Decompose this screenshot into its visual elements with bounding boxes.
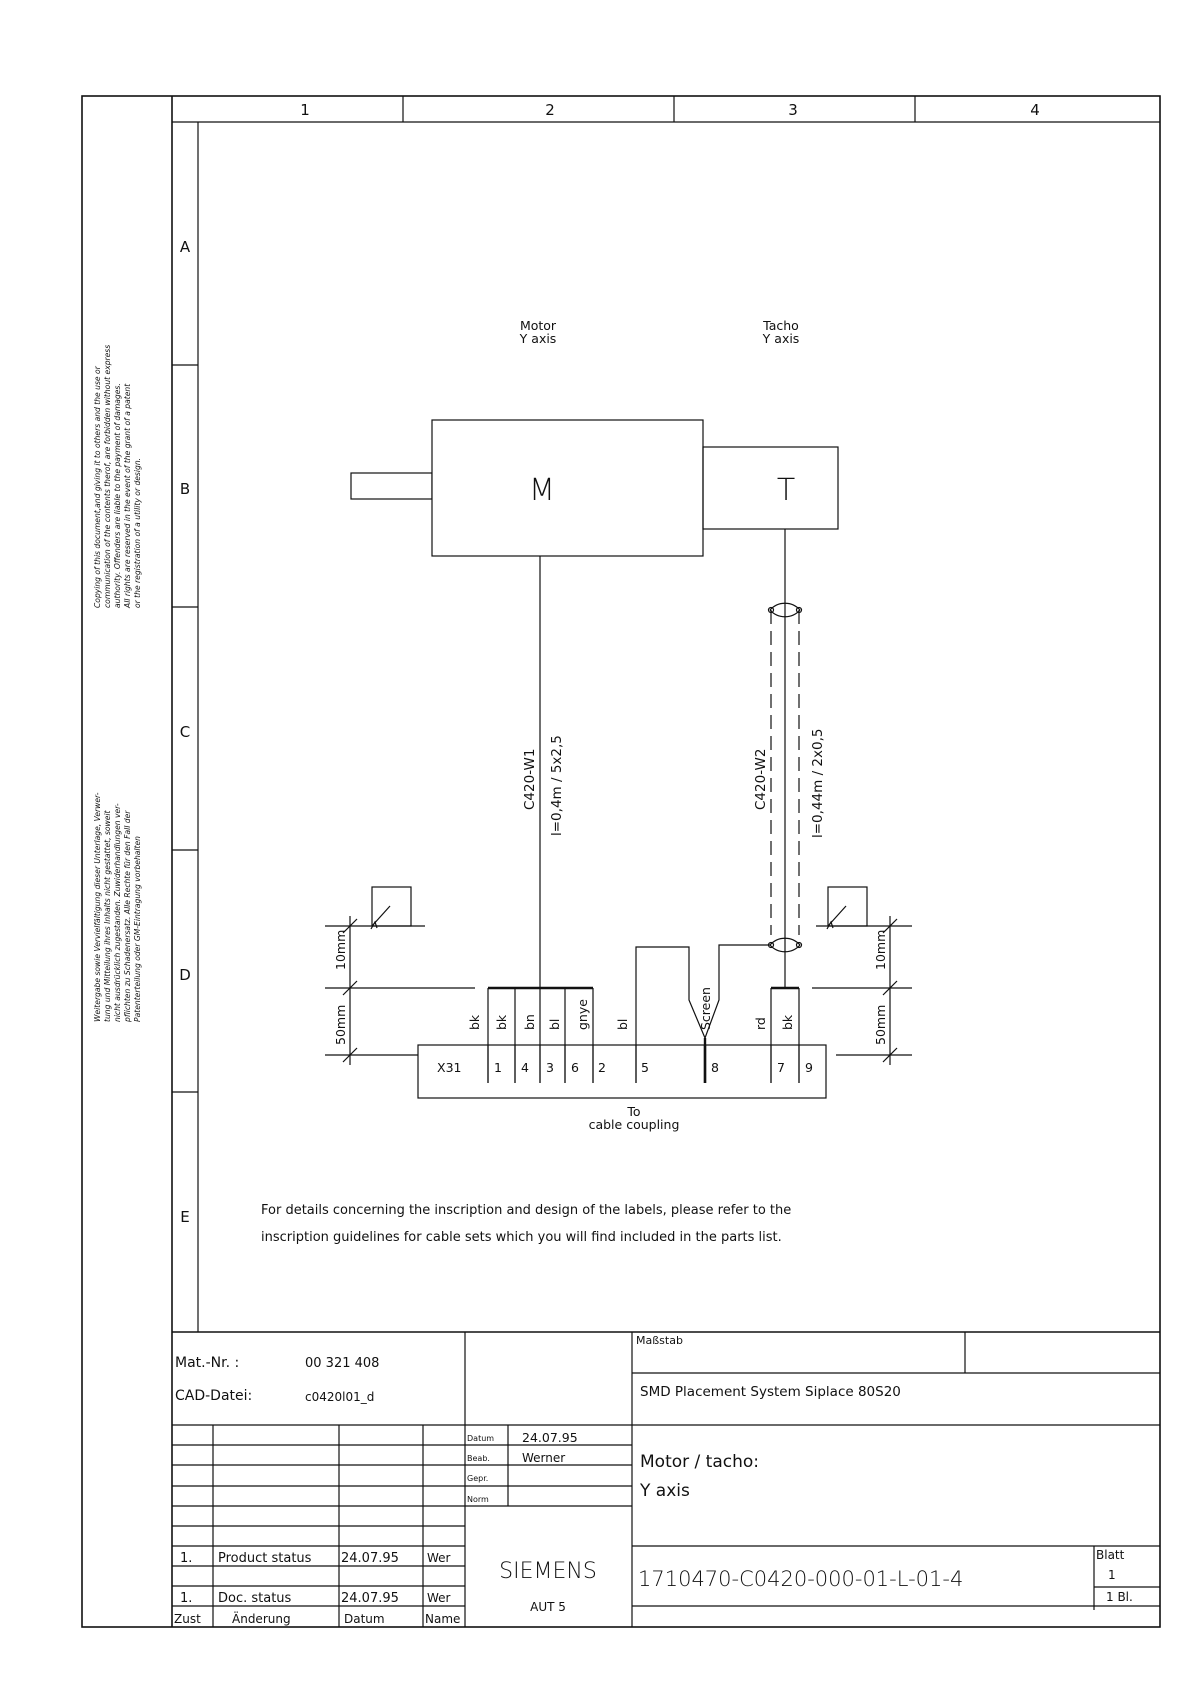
drawing-number: 1710470-C0420-000-01-L-01-4 <box>638 1567 964 1591</box>
svg-text:T: T <box>776 473 796 508</box>
head-zust: Zust <box>174 1612 201 1626</box>
rev2-date: 24.07.95 <box>341 1591 399 1606</box>
datum-value: 24.07.95 <box>522 1430 578 1445</box>
tacho-symbol <box>703 447 838 529</box>
pin-9: 9 <box>805 1060 813 1075</box>
pin-2: 2 <box>598 1060 606 1075</box>
note-line-1: For details concerning the inscription and design of the labels, please refer to the <box>261 1203 792 1218</box>
beab-label: Beab. <box>467 1454 490 1463</box>
pin-8: 8 <box>711 1060 719 1075</box>
tacho-label-line2: Y axis <box>762 331 800 346</box>
rev1-text: Product status <box>218 1551 312 1566</box>
cad-value: c0420l01_d <box>305 1390 375 1404</box>
connector-label: X31 <box>437 1060 462 1075</box>
company-logo: SIEMENS <box>499 1559 597 1584</box>
mat-nr-value: 00 321 408 <box>305 1356 380 1371</box>
grid-col-3: 3 <box>788 101 798 119</box>
svg-text:communication of the contents: communication of the contents therof, are forbidden without express <box>103 344 112 608</box>
system-name: SMD Placement System Siplace 80S20 <box>640 1384 901 1400</box>
wire-label-bk-2: bk <box>494 1014 509 1030</box>
svg-text:Weitergabe sowie Vervielfältig: Weitergabe sowie Vervielfältigung dieser Unterlage, Verwer- <box>93 792 102 1022</box>
grid-col-2: 2 <box>545 101 555 119</box>
svg-text:pflichten zu Schadenersatz. Al: pflichten zu Schadenersatz. Alle Rechte für den Fall der <box>123 810 132 1022</box>
datum-label: Datum <box>467 1434 495 1443</box>
coupling-label-line1: To <box>627 1104 641 1119</box>
wire-label-bl-1: bl <box>547 1018 562 1030</box>
rev2-name: Wer <box>427 1591 451 1605</box>
drawing-title-line1: Motor / tacho: <box>640 1452 759 1472</box>
head-name: Name <box>425 1612 461 1626</box>
department: AUT 5 <box>530 1600 566 1614</box>
scale-label: Maßstab <box>636 1334 683 1347</box>
rev1-zust: 1. <box>180 1551 193 1566</box>
note-line-2: inscription guidelines for cable sets which you will find included in the parts list. <box>261 1230 782 1245</box>
cable-w1-id: C420-W1 <box>522 748 538 810</box>
wire-label-bl-2: bl <box>615 1018 630 1030</box>
svg-text:Patenterteilung oder GM-Eintra: Patenterteilung oder GM-Eintragung vorbehalten <box>133 836 142 1022</box>
norm-label: Norm <box>467 1495 489 1504</box>
motor-symbol <box>351 420 703 556</box>
motor-label-line2: Y axis <box>519 331 557 346</box>
wire-label-rd: rd <box>753 1017 768 1030</box>
svg-text:authority. Offenders are liabl: authority. Offenders are liable to the payment of damages. <box>113 383 122 608</box>
tacho-label-line1: Tacho <box>763 318 799 333</box>
cable-w2-spec: l=0,44m / 2x0,5 <box>810 728 826 838</box>
dim-right-50mm: 50mm <box>873 1004 888 1045</box>
grid-row-b: B <box>179 480 191 498</box>
pin-7: 7 <box>777 1060 785 1075</box>
rev2-zust: 1. <box>180 1591 193 1606</box>
cable-w2-id: C420-W2 <box>753 748 769 810</box>
svg-text:All rights are reserved in the: All rights are reserved in the event of the grant of a patent <box>123 383 132 608</box>
grid-col-1: 1 <box>300 101 310 119</box>
blatt-total: 1 Bl. <box>1106 1590 1133 1604</box>
beab-value: Werner <box>522 1451 566 1465</box>
cad-label: CAD-Datei: <box>175 1388 253 1404</box>
wire-label-bk-3: bk <box>780 1014 795 1030</box>
svg-text:tung und Mitteilung ihres Inha: tung und Mitteilung ihres Inhalts nicht gestattet, soweit <box>103 810 112 1022</box>
notice-german <box>93 792 142 1023</box>
mat-nr-label: Mat.-Nr. : <box>175 1355 240 1371</box>
drawing-title-line2: Y axis <box>640 1481 690 1501</box>
wire-label-bn: bn <box>522 1014 537 1030</box>
coupling-label-line2: cable coupling <box>588 1117 680 1132</box>
gepr-label: Gepr. <box>467 1474 489 1483</box>
pin-4: 4 <box>521 1060 529 1075</box>
svg-text:or the registration of a utili: or the registration of a utility or design. <box>133 457 142 608</box>
rev2-text: Doc. status <box>218 1591 292 1606</box>
notice-english <box>93 345 142 609</box>
cable-w1-spec: l=0,4m / 5x2,5 <box>549 735 565 836</box>
motor-label-line1: Motor <box>519 318 557 333</box>
pin-5: 5 <box>641 1060 649 1075</box>
pin-6: 6 <box>571 1060 579 1075</box>
pin-3: 3 <box>546 1060 554 1075</box>
blatt-value: 1 <box>1108 1568 1116 1582</box>
wire-label-bk-1: bk <box>467 1014 482 1030</box>
grid-row-d: D <box>179 966 191 984</box>
grid-row-e: E <box>180 1208 190 1226</box>
pin-1: 1 <box>494 1060 502 1075</box>
dimension-right <box>812 887 912 1065</box>
connector-x31 <box>418 1045 826 1098</box>
rev1-name: Wer <box>427 1551 451 1565</box>
blatt-label: Blatt <box>1096 1548 1125 1562</box>
svg-text:M: M <box>529 473 555 508</box>
dim-left-10mm: 10mm <box>333 929 348 970</box>
dim-right-10mm: 10mm <box>873 929 888 970</box>
grid-row-c: C <box>179 723 191 741</box>
grid-row-a: A <box>179 238 191 256</box>
head-datum: Datum <box>344 1612 385 1626</box>
rev1-date: 24.07.95 <box>341 1551 399 1566</box>
head-aenderung: Änderung <box>232 1612 291 1626</box>
svg-text:nicht ausdrücklich zugestanden: nicht ausdrücklich zugestanden. Zuwiderhandlungen ver- <box>113 803 122 1022</box>
wire-label-screen: Screen <box>698 987 713 1030</box>
dim-left-50mm: 50mm <box>333 1004 348 1045</box>
svg-text:Copying of this document,and g: Copying of this document,and giving it to others and the use or <box>93 366 102 608</box>
grid-col-4: 4 <box>1030 101 1040 119</box>
wire-label-gnye: gnye <box>575 999 590 1030</box>
